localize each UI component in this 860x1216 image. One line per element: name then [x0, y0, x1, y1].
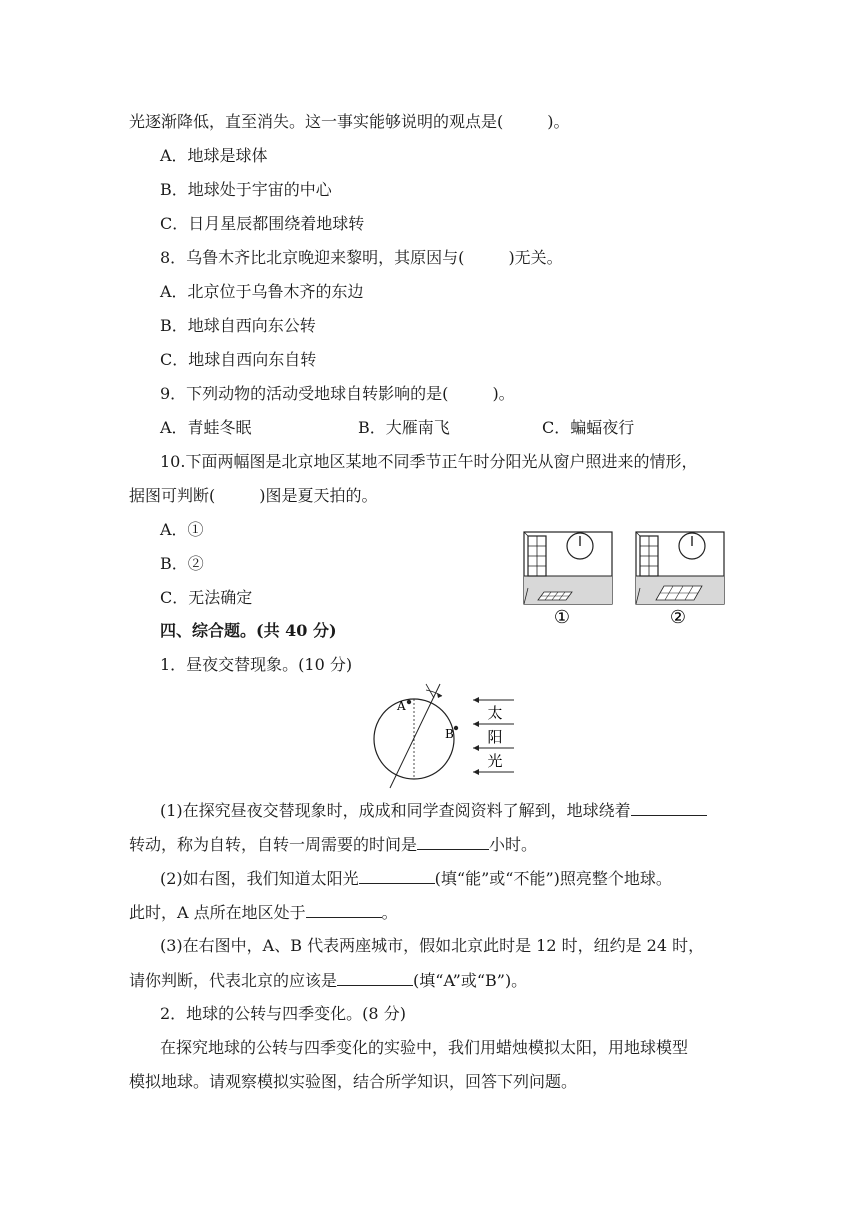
q10-option-b: B．② [160, 554, 204, 573]
q7-option-c: C．日月星辰都围绕着地球转 [160, 214, 365, 233]
p1-q2-line2: 此时，A 点所在地区处于 。 [129, 903, 398, 922]
q9-option-a: A．青蛙冬眠 [160, 418, 252, 437]
q9-stem: 9．下列动物的活动受地球自转影响的是( )。 [160, 384, 515, 403]
window-sunlight-figure [518, 528, 730, 628]
answer-blank[interactable] [306, 901, 382, 918]
figure-label-one: ① [553, 607, 571, 628]
point-a-label: A [397, 699, 406, 713]
q9-option-b: B．大雁南飞 [358, 418, 450, 437]
p1-q2-line1: (2)如右图，我们知道太阳光 (填“能”或“不能”)照亮整个地球。 [160, 869, 672, 888]
q7-option-b: B．地球处于宇宙的中心 [160, 180, 332, 199]
section-four-title: 四、综合题。(共 40 分) [160, 621, 337, 640]
answer-blank[interactable] [417, 833, 489, 850]
q8-option-a: A．北京位于乌鲁木齐的东边 [160, 282, 364, 301]
p1-q3-line2: 请你判断，代表北京的应该是 (填“A”或“B”)。 [129, 971, 528, 990]
problem-two-title: 2．地球的公转与四季变化。(8 分) [160, 1004, 406, 1023]
q10-option-a: A．① [160, 520, 204, 539]
q7-stem-tail: 光逐渐降低，直至消失。这一事实能够说明的观点是( )。 [129, 112, 570, 131]
p2-paragraph-line1: 在探究地球的公转与四季变化的实验中，我们用蜡烛模拟太阳，用地球模型 [160, 1038, 689, 1057]
figure-label-two: ② [669, 607, 687, 628]
q8-option-b: B．地球自西向东公转 [160, 316, 316, 335]
answer-blank[interactable] [359, 867, 435, 884]
point-b-dot [454, 726, 458, 730]
q9-option-c: C．蝙蝠夜行 [542, 418, 635, 437]
scene-one [524, 532, 612, 604]
sun-char-3: 光 [487, 752, 503, 770]
earth-rotation-figure [368, 680, 518, 792]
sun-char-2: 阳 [487, 728, 503, 746]
scene-two [636, 532, 724, 604]
q10-option-c: C．无法确定 [160, 588, 253, 607]
p1-q3-line1: (3)在右图中，A、B 代表两座城市，假如北京此时是 12 时，纽约是 24 时， [160, 936, 705, 955]
q7-option-a: A．地球是球体 [160, 146, 268, 165]
point-b-label: B [445, 727, 454, 741]
answer-blank[interactable] [337, 969, 413, 986]
q8-option-c: C．地球自西向东自转 [160, 350, 317, 369]
q10-stem-line2: 据图可判断( )图是夏天拍的。 [129, 486, 378, 505]
p2-paragraph-line2: 模拟地球。请观察模拟实验图，结合所学知识，回答下列问题。 [129, 1072, 578, 1091]
point-a-dot [407, 700, 411, 704]
p1-q1-line2: 转动，称为自转，自转一周需要的时间是 小时。 [129, 835, 538, 854]
answer-blank[interactable] [631, 799, 707, 816]
q8-stem: 8．乌鲁木齐比北京晚迎来黎明，其原因与( )无关。 [160, 248, 563, 267]
q10-stem-line1: 10.下面两幅图是北京地区某地不同季节正午时分阳光从窗户照进来的情形， [160, 452, 698, 471]
sun-char-1: 太 [487, 704, 503, 722]
problem-one-title: 1．昼夜交替现象。(10 分) [160, 655, 353, 674]
p1-q1-line1: (1)在探究昼夜交替现象时，成成和同学查阅资料了解到，地球绕着 [160, 799, 707, 822]
